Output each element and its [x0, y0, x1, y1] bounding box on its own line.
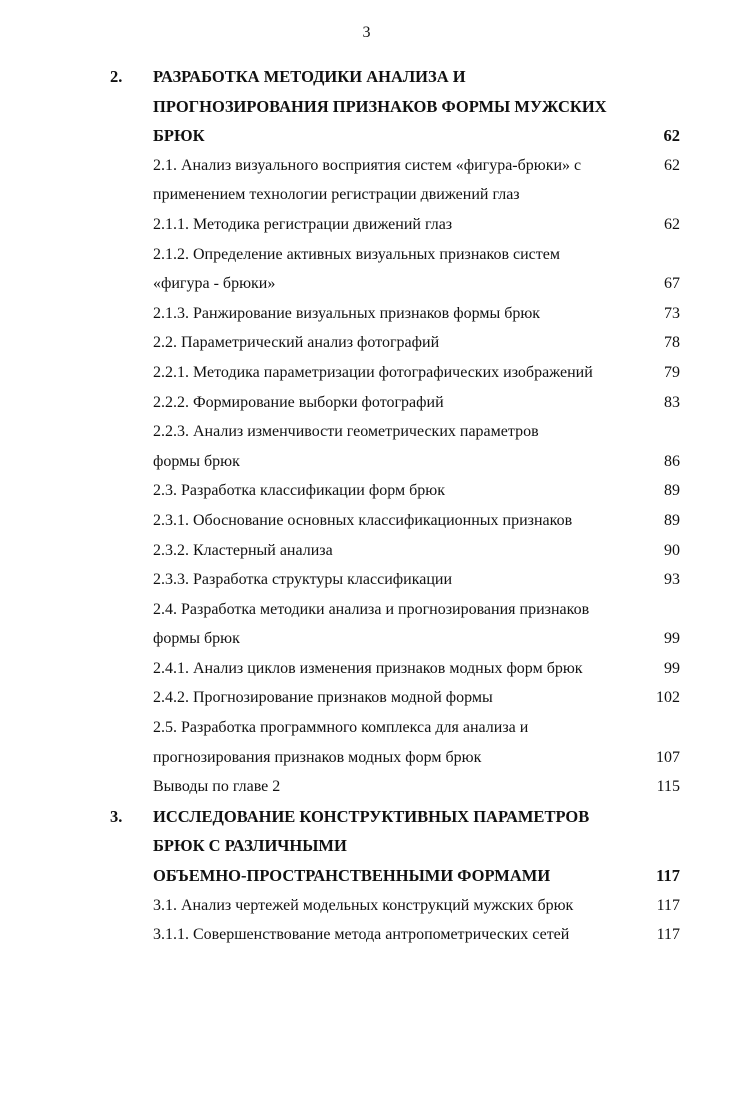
- toc-page-number: 102: [656, 689, 680, 707]
- toc-title: РАЗРАБОТКА МЕТОДИКИ АНАЛИЗА И: [153, 67, 466, 86]
- toc-title: 2.3.2. Кластерный анализа: [153, 541, 333, 559]
- toc-title: 3.1. Анализ чертежей модельных конструкций мужских брюк: [153, 896, 574, 914]
- toc-entry-line: [0, 683, 733, 713]
- toc-page-number: 115: [656, 778, 680, 796]
- toc-page-number: 67: [664, 275, 680, 293]
- toc-entry-line: [0, 151, 733, 181]
- toc-entry-line: [0, 743, 733, 773]
- toc-title: 2.1. Анализ визуального восприятия систем «фигура-брюки» с: [153, 156, 582, 174]
- toc-entry-line: [0, 328, 733, 358]
- toc-title: Выводы по главе 2: [153, 778, 281, 796]
- toc-entry-line: [0, 891, 733, 921]
- toc-title: 2.2.3. Анализ изменчивости геометрических параметров: [153, 423, 539, 441]
- toc-title: прогнозирования признаков модных форм брюк: [153, 748, 482, 766]
- toc-entry-line: [0, 565, 733, 595]
- toc-title: 2.4.2. Прогнозирование признаков модной формы: [153, 689, 493, 707]
- toc-entry-line: [0, 358, 733, 388]
- toc-chapter-line: [0, 62, 733, 92]
- toc-entry-line: [0, 210, 733, 240]
- toc-title: 2.1.2. Определение активных визуальных признаков систем: [153, 245, 560, 263]
- toc-page-number: 73: [664, 304, 680, 322]
- toc-chapter-line: [0, 92, 733, 122]
- toc-entry-line: [0, 447, 733, 477]
- toc-chapter-line: [0, 802, 733, 832]
- toc-entry-line: [0, 920, 733, 950]
- toc-page-number: 62: [664, 215, 680, 233]
- toc-title: 2.2.2. Формирование выборки фотографий: [153, 393, 444, 411]
- toc-entry-line: [0, 654, 733, 684]
- page-number: 3: [362, 24, 371, 41]
- toc-page-number: 93: [664, 571, 680, 589]
- toc-entry-line: [0, 476, 733, 506]
- toc-page-number: 90: [664, 541, 680, 559]
- toc-title: БРЮК С РАЗЛИЧНЫМИ: [153, 836, 347, 856]
- toc-entry-line: [0, 506, 733, 536]
- toc-entry-line: [0, 388, 733, 418]
- toc-page-number: 62: [663, 126, 680, 146]
- toc-title: 2.2.1. Методика параметризации фотографических изображений: [153, 363, 593, 381]
- toc-chapter-line: [0, 861, 733, 891]
- toc-entry-line: [0, 299, 733, 329]
- toc-page-number: 89: [664, 482, 680, 500]
- toc-page-number: 62: [664, 156, 680, 174]
- toc-page-number: 86: [664, 452, 680, 470]
- toc-title: 2.3. Разработка классификации форм брюк: [153, 482, 445, 500]
- toc-title: 2.1.3. Ранжирование визуальных признаков формы брюк: [153, 304, 541, 322]
- toc-title: ОБЪЕМНО-ПРОСТРАНСТВЕННЫМИ ФОРМАМИ: [153, 866, 551, 886]
- toc-title: 2.2. Параметрический анализ фотографий: [153, 334, 440, 352]
- toc-page-number: 83: [664, 393, 680, 411]
- toc-title: «фигура - брюки»: [153, 275, 276, 293]
- table-of-contents: [0, 62, 733, 950]
- toc-entry-line: [0, 536, 733, 566]
- toc-page-number: 79: [664, 363, 680, 381]
- toc-page-number: 117: [656, 866, 680, 886]
- toc-entry-line: [0, 180, 733, 210]
- toc-title: ПРОГНОЗИРОВАНИЯ ПРИЗНАКОВ ФОРМЫ МУЖСКИХ: [153, 96, 607, 116]
- toc-entry-line: [0, 240, 733, 270]
- toc-entry-line: [0, 269, 733, 299]
- toc-title: 2.4.1. Анализ циклов изменения признаков модных форм брюк: [153, 659, 583, 677]
- toc-title: 3.1.1. Совершенствование метода антропометрических сетей: [153, 926, 570, 944]
- toc-title: ИССЛЕДОВАНИЕ КОНСТРУКТИВНЫХ ПАРАМЕТРОВ: [153, 806, 590, 826]
- toc-title: БРЮК: [153, 126, 205, 146]
- toc-number: 2.: [110, 67, 123, 86]
- toc-page-number: 78: [664, 334, 680, 352]
- toc-page-number: 99: [664, 659, 680, 677]
- toc-page-number: 117: [656, 926, 680, 944]
- toc-page-number: 117: [656, 896, 680, 914]
- toc-title: 2.5. Разработка программного комплекса для анализа и: [153, 719, 529, 737]
- toc-title: формы брюк: [153, 630, 240, 648]
- toc-entry-line: [0, 772, 733, 802]
- toc-page-number: 89: [664, 511, 680, 529]
- toc-entry-line: [0, 417, 733, 447]
- toc-title: формы брюк: [153, 452, 240, 470]
- toc-number: 3.: [110, 806, 123, 826]
- toc-page-number: 107: [656, 748, 680, 766]
- toc-page-number: 99: [664, 630, 680, 648]
- toc-title: 2.1.1. Методика регистрации движений глаз: [153, 215, 453, 233]
- toc-entry-line: [0, 624, 733, 654]
- toc-chapter-line: [0, 121, 733, 151]
- toc-entry-line: [0, 595, 733, 625]
- toc-title: 2.3.1. Обоснование основных классификационных признаков: [153, 511, 573, 529]
- toc-entry-line: [0, 713, 733, 743]
- toc-title: 2.4. Разработка методики анализа и прогнозирования признаков: [153, 600, 590, 618]
- toc-chapter-line: [0, 831, 733, 861]
- toc-title: 2.3.3. Разработка структуры классификации: [153, 571, 453, 589]
- toc-title: применением технологии регистрации движений глаз: [153, 186, 520, 204]
